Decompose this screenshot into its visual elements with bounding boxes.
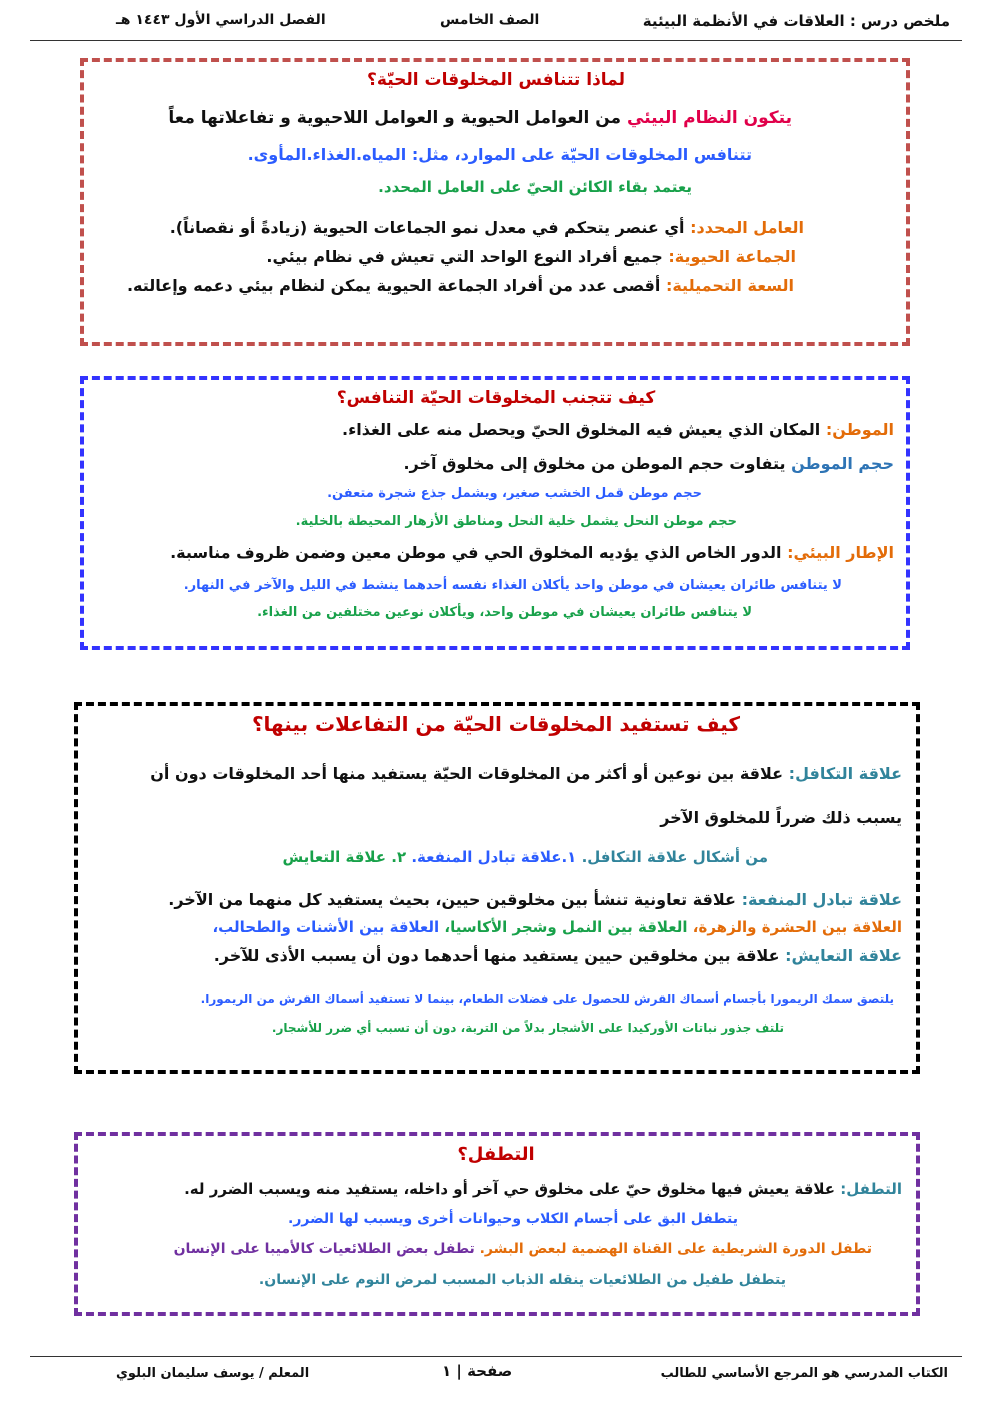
limiting-factor-term: العامل المحدد: xyxy=(690,218,804,237)
commensalism-text: علاقة بين مخلوقين حيين يستفيد منها أحدهما دون أن يسبب الأذى للآخر. xyxy=(213,946,780,965)
section-interactions xyxy=(74,702,920,1074)
parasitism-example-tapeworm-amoeba xyxy=(174,1241,872,1257)
definition-symbiosis xyxy=(150,764,902,783)
definition-limiting-factor xyxy=(170,218,804,237)
section1-line1-highlight: يتكون النظام البيئي xyxy=(627,108,792,128)
parasitism-term: التطفل: xyxy=(840,1180,902,1198)
commensalism-example-orchid: تلتف جذور نباتات الأوركيدا على الأشجار بدلاً من التربة، دون أن تسبب أي ضرر للأشجار. xyxy=(271,1021,784,1035)
symbiosis-forms xyxy=(282,848,768,866)
habitat-text: المكان الذي يعيش فيه المخلوق الحيّ ويحصل منه على الغذاء. xyxy=(342,420,821,439)
parasitism-example-lice: يتطفل البق على أجسام الكلاب وحيوانات أخرى ويسبب لها الضرر. xyxy=(288,1211,738,1227)
grade-label: الصف الخامس xyxy=(440,12,540,28)
mutualism-examples xyxy=(212,918,902,936)
symbiosis-text-2: يسبب ذلك ضرراً للمخلوق الآخر xyxy=(660,808,902,827)
lesson-title: ملخص درس : العلاقات في الأنظمة البيئية xyxy=(642,12,950,30)
page-number: صفحة | ١ xyxy=(442,1362,513,1380)
section1-line2: تتنافس المخلوقات الحيّة على الموارد، مثل: المياه.الغذاء.المأوى. xyxy=(247,145,752,164)
teacher-name: المعلم / يوسف سليمان البلوي xyxy=(116,1366,310,1381)
niche-example-diet: لا يتنافس طائران يعيشان في موطن واحد، ويأكلان نوعين مختلفين من الغذاء. xyxy=(257,605,752,620)
definition-parasitism xyxy=(184,1180,902,1198)
habitat-term: الموطن: xyxy=(825,420,894,439)
mutualism-term: علاقة تبادل المنفعة: xyxy=(741,890,902,909)
section1-line1 xyxy=(168,108,792,128)
carrying-capacity-term: السعة التحميلية: xyxy=(665,276,794,295)
definition-mutualism xyxy=(168,890,902,909)
section1-heading: لماذا تتنافس المخلوقات الحيّة؟ xyxy=(367,70,625,90)
habitat-size xyxy=(403,454,894,473)
parasitism-text: علاقة يعيش فيها مخلوق حيّ على مخلوق حي آخر أو داخله، يستفيد منه ويسبب الضرر له. xyxy=(184,1180,836,1198)
footer-book-note: الكتاب المدرسي هو المرجع الأساسي للطالب xyxy=(660,1366,948,1381)
section3-heading: كيف تستفيد المخلوقات الحيّة من التفاعلات بينها؟ xyxy=(251,712,741,736)
footer-divider xyxy=(30,1356,962,1357)
mutualism-text: علاقة تعاونية تنشأ بين مخلوقين حيين، بحيث يستفيد كل منهما من الآخر. xyxy=(168,890,736,909)
symbiosis-form-mutualism: ١.علاقة تبادل المنفعة. xyxy=(411,848,577,866)
parasitism-example-sleeping-sickness: يتطفل طفيل من الطلائعيات ينقله الذباب المسبب لمرض النوم على الإنسان. xyxy=(258,1272,786,1288)
mutualism-example-ant-acacia: العلاقة بين النمل وشجر الأكاسيا، xyxy=(444,918,688,936)
mutualism-example-insect-flower: العلاقة بين الحشرة والزهرة، xyxy=(692,918,902,936)
section1-line1-rest: من العوامل الحيوية و العوامل اللاحيوية و تفاعلاتها معاً xyxy=(168,108,622,128)
definition-niche xyxy=(170,543,894,562)
section2-heading: كيف تتجنب المخلوقات الحيّة التنافس؟ xyxy=(336,388,656,408)
symbiosis-forms-label: من أشكال علاقة التكافل. xyxy=(581,848,768,866)
term-label: الفصل الدراسي الأول ١٤٤٣ هـ xyxy=(116,12,326,28)
carrying-capacity-text: أقصى عدد من أفراد الجماعة الحيوية يمكن لنظام بيئي دعمه وإعالته. xyxy=(126,276,661,295)
definition-population xyxy=(266,247,796,266)
header-divider xyxy=(30,40,962,41)
symbiosis-term: علاقة التكافل: xyxy=(788,764,902,783)
definition-habitat xyxy=(342,420,894,439)
niche-term: الإطار البيئي: xyxy=(787,543,894,562)
habitat-size-text: يتفاوت حجم الموطن من مخلوق إلى مخلوق آخر. xyxy=(403,454,786,473)
habitat-example-bee: حجم موطن النحل يشمل خلية النحل ومناطق الأزهار المحيطة بالخلية. xyxy=(295,514,737,529)
section1-line3: يعتمد بقاء الكائن الحيّ على العامل المحدد. xyxy=(378,178,692,196)
population-text: جميع أفراد النوع الواحد التي تعيش في نظام بيئي. xyxy=(266,247,663,266)
parasitism-example-tapeworm: تطفل الدورة الشريطية على القناة الهضمية لبعض البشر. xyxy=(479,1241,872,1257)
definition-carrying-capacity xyxy=(127,276,794,295)
mutualism-example-lichen-algae: العلاقة بين الأشنات والطحالب، xyxy=(212,918,440,936)
symbiosis-text-1: علاقة بين نوعين أو أكثر من المخلوقات الحيّة يستفيد منها أحد المخلوقات دون أن xyxy=(150,764,784,783)
limiting-factor-text: أي عنصر يتحكم في معدل نمو الجماعات الحيوية (زيادةً أو نقصاناً). xyxy=(169,218,685,237)
section4-heading: التطفل؟ xyxy=(457,1144,535,1165)
section-competition xyxy=(80,58,910,346)
definition-commensalism xyxy=(214,946,902,965)
page-footer xyxy=(30,1362,962,1384)
parasitism-example-amoeba: تطفل بعض الطلائعيات كالأميبا على الإنسان xyxy=(173,1241,475,1257)
niche-text: الدور الخاص الذي يؤديه المخلوق الحي في موطن معين وضمن ظروف مناسبة. xyxy=(170,543,782,562)
commensalism-example-remora: يلتصق سمك الريمورا بأجسام أسماك القرش للحصول على فضلات الطعام، بينما لا تستفيد أسماك القرش من الريمورا. xyxy=(200,992,894,1006)
page-header xyxy=(30,12,962,38)
symbiosis-form-commensalism: ٢. علاقة التعايش xyxy=(282,848,407,866)
population-term: الجماعة الحيوية: xyxy=(668,247,796,266)
niche-example-day-night: لا يتنافس طائران يعيشان في موطن واحد يأكلان الغذاء نفسه أحدهما ينشط في الليل والآخر في النهار. xyxy=(183,578,842,593)
habitat-size-term: حجم الموطن xyxy=(791,454,894,473)
habitat-example-woodlouse: حجم موطن قمل الخشب صغير، ويشمل جذع شجرة متعفن. xyxy=(327,486,702,501)
commensalism-term: علاقة التعايش: xyxy=(785,946,902,965)
